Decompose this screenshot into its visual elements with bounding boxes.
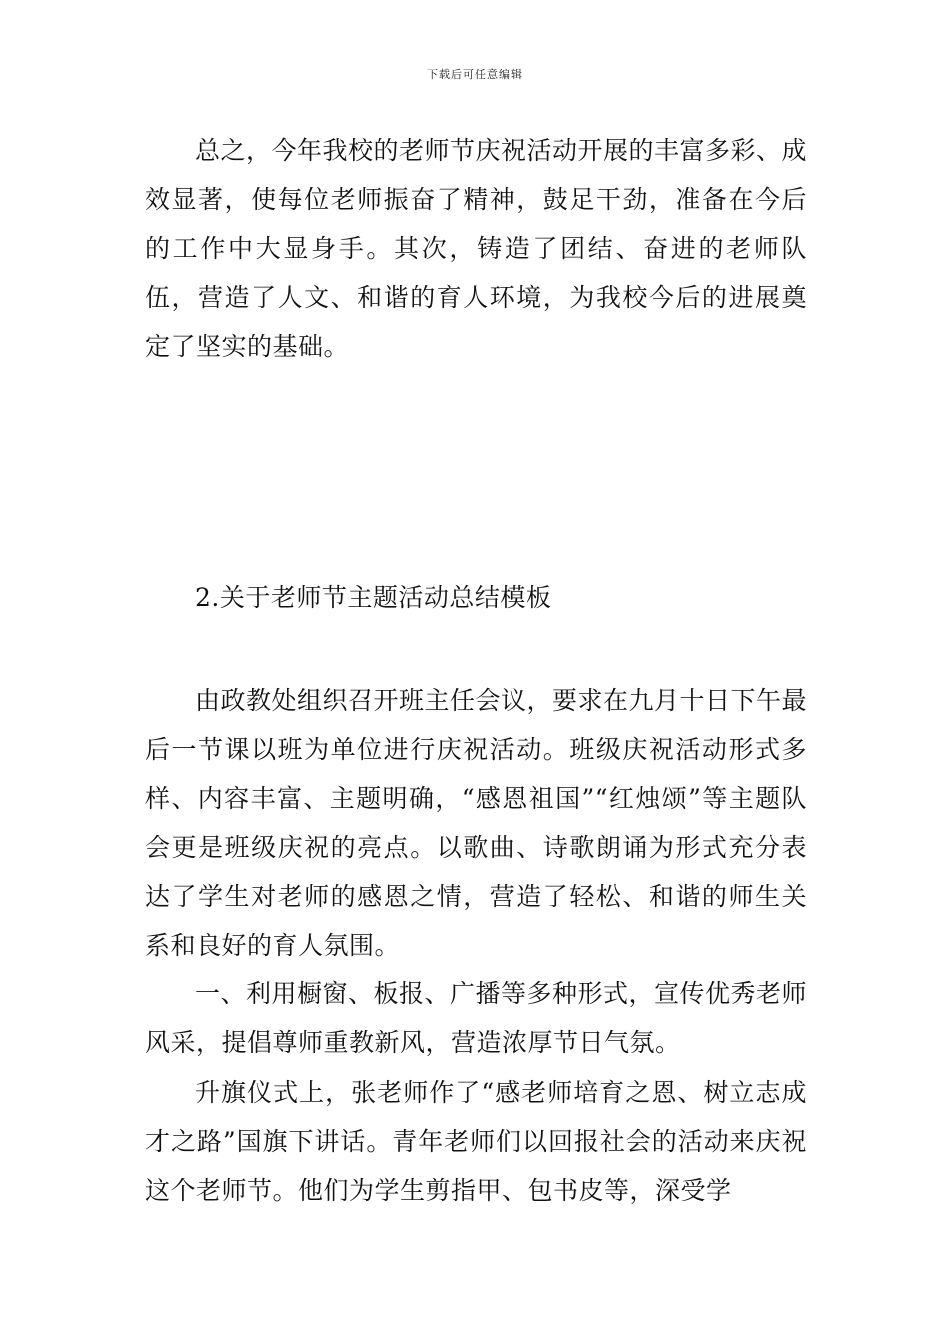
section-title: 2.关于老师节主题活动总结模板 [195,583,552,612]
summary-paragraph: 总之，今年我校的老师节庆祝活动开展的丰富多彩、成效显著，使每位老师振奋了精神，鼓足干劲，准备在今后的工作中大显身手。其次，铸造了团结、奋进的老师队伍，营造了人文、和谐的育人环境，为我校今后的进展奠定了坚实的基础。 [145,136,808,361]
page-header-note: 下载后可任意编辑 [427,68,523,81]
body-paragraph-publicity: 一、利用橱窗、板报、广播等多种形式，宣传优秀老师风采，提倡尊师重教新风，营造浓厚节日气氛。 [145,979,808,1057]
body-paragraph-meeting: 由政教处组织召开班主任会议，要求在九月十日下午最后一节课以班为单位进行庆祝活动。班级庆祝活动形式多样、内容丰富、主题明确，“感恩祖国”“红烛颂”等主题队会更是班级庆祝的亮点。以歌曲、诗歌朗诵为形式充分表达了学生对老师的感恩之情，营造了轻松、和谐的师生关系和良好的育人氛围。 [145,686,808,960]
body-paragraph-flag-ceremony: 升旗仪式上，张老师作了“感老师培育之恩、树立志成才之路”国旗下讲话。青年老师们以回报社会的活动来庆祝这个老师节。他们为学生剪指甲、包书皮等，深受学 [145,1078,807,1205]
